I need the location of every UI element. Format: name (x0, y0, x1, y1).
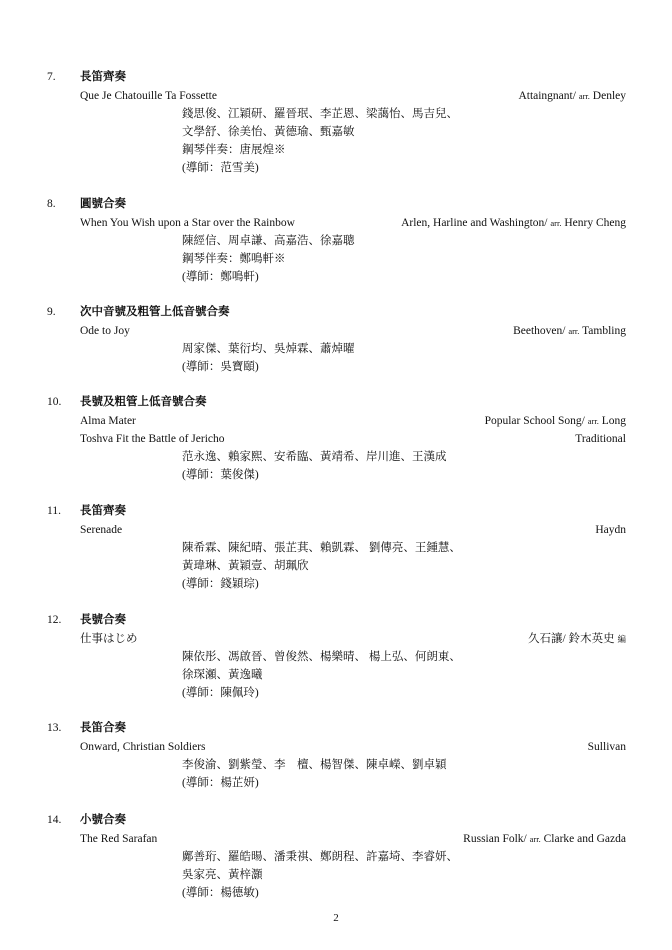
performers-line: 文學舒、徐美怡、黃德瑜、甄嘉敏 (182, 126, 355, 138)
item-number: 7. (47, 71, 56, 83)
piece-row (80, 412, 626, 430)
performers-line: 鄺善珩、羅皓暘、潘秉祺、鄭朗程、許嘉埼、李睿妍、 (182, 851, 458, 863)
item-number: 12. (47, 614, 62, 626)
arranger-mark: arr. (568, 326, 580, 336)
piece-composer (518, 87, 626, 105)
accompanist-line: 鋼琴伴奏：唐展煌※ (182, 144, 286, 156)
piece-row (80, 322, 626, 340)
piece-title: Alma Mater (80, 415, 136, 427)
item-number: 8. (47, 198, 56, 210)
composer-name: Russian Folk/ (463, 833, 527, 845)
ensemble-category: 長號及粗管上低音號合奏 (80, 396, 207, 408)
piece-row (80, 738, 626, 756)
performers-line: 陳經信、周卓謙、高嘉浩、徐嘉聰 (182, 235, 355, 247)
item-number: 10. (47, 396, 62, 408)
tutor-line: (導師：鄭鳴軒) (182, 271, 259, 283)
arranger-name: Clarke and Gazda (540, 833, 626, 845)
ensemble-category: 長號合奏 (80, 614, 126, 626)
composer-name: 久石讓/ 鈴木英史 (528, 633, 615, 645)
performers-line: 陳希霖、陳紀晴、張芷萁、賴凱霖、 劉傳亮、王鍾慧、 (182, 542, 461, 554)
item-number: 11. (47, 505, 61, 517)
ensemble-category: 小號合奏 (80, 814, 126, 826)
arranger-name: Tambling (579, 325, 626, 337)
tutor-line: (導師：楊德敏) (182, 887, 259, 899)
arranger-mark: arr. (587, 416, 599, 426)
piece-composer (595, 521, 626, 539)
item-number: 14. (47, 814, 62, 826)
composer-name: Beethoven/ (513, 325, 566, 337)
arranger-name: Denley (589, 90, 626, 102)
ensemble-category: 圓號合奏 (80, 198, 126, 210)
arranger-mark: arr. (550, 218, 562, 228)
composer-name: Sullivan (587, 741, 626, 753)
composer-name: Traditional (575, 433, 626, 445)
piece-title: 仕事はじめ (80, 633, 138, 645)
piece-composer (575, 430, 626, 448)
piece-title: Que Je Chatouille Ta Fossette (80, 90, 217, 102)
piece-row (80, 521, 626, 539)
arranger-name: Henry Cheng (561, 217, 626, 229)
tutor-line: (導師：葉俊傑) (182, 469, 259, 481)
piece-title: Toshva Fit the Battle of Jericho (80, 433, 225, 445)
arranger-mark: 編 (617, 634, 626, 644)
ensemble-category: 長笛合奏 (80, 722, 126, 734)
tutor-line: (導師：陳佩玲) (182, 687, 259, 699)
page-number: 2 (333, 912, 339, 924)
performers-line: 黃瑋琳、黃穎壹、胡珮欣 (182, 560, 309, 572)
piece-composer (513, 322, 626, 340)
piece-title: Onward, Christian Soldiers (80, 741, 206, 753)
piece-composer (401, 214, 626, 232)
ensemble-category: 長笛齊奏 (80, 505, 126, 517)
item-number: 9. (47, 306, 56, 318)
arranger-name: Long (598, 415, 626, 427)
piece-title: The Red Sarafan (80, 833, 158, 845)
piece-composer (485, 412, 626, 430)
performers-line: 范永逸、賴家熙、安希臨、黃靖希、岸川進、王漢成 (182, 451, 447, 463)
ensemble-category: 次中音號及粗管上低音號合奏 (80, 306, 230, 318)
composer-name: Haydn (595, 524, 626, 536)
ensemble-category: 長笛齊奏 (80, 71, 126, 83)
composer-name: Attaingnant/ (518, 90, 576, 102)
piece-row (80, 87, 626, 105)
arranger-mark: arr. (529, 834, 541, 844)
composer-name: Arlen, Harline and Washington/ (401, 217, 548, 229)
piece-composer (528, 630, 626, 648)
performers-line: 吳家亮、黃梓灝 (182, 869, 263, 881)
performers-line: 周家傑、葉衍均、吳焯霖、蕭焯曜 (182, 343, 355, 355)
accompanist-line: 鋼琴伴奏：鄭鳴軒※ (182, 253, 286, 265)
arranger-mark: arr. (578, 91, 590, 101)
piece-title: Serenade (80, 524, 123, 536)
piece-composer (588, 738, 626, 756)
performers-line: 李俊渝、劉紫瑩、李 檀、楊智傑、陳卓嶸、劉卓穎 (182, 759, 447, 771)
piece-title: When You Wish upon a Star over the Rainbow (80, 217, 295, 229)
piece-row (80, 830, 626, 848)
performers-line: 錢思俊、江穎研、羅晉珉、李芷恩、梁藹怡、馬吉兒、 (182, 108, 458, 120)
item-number: 13. (47, 722, 62, 734)
piece-composer (463, 830, 626, 848)
tutor-line: (導師：楊芷妍) (182, 777, 259, 789)
tutor-line: (導師：范雪美) (182, 162, 259, 174)
performers-line: 徐琛瀬、黃逸曦 (182, 669, 263, 681)
tutor-line: (導師：吳寶頤) (182, 361, 259, 373)
piece-row (80, 214, 626, 232)
piece-title: Ode to Joy (80, 325, 130, 337)
tutor-line: (導師：錢穎琮) (182, 578, 259, 590)
piece-row (80, 630, 626, 648)
piece-row (80, 430, 626, 448)
performers-line: 陳依彤、馮啟晉、曾俊然、楊樂晴、 楊上弘、何朗東、 (182, 651, 461, 663)
composer-name: Popular School Song/ (484, 415, 585, 427)
